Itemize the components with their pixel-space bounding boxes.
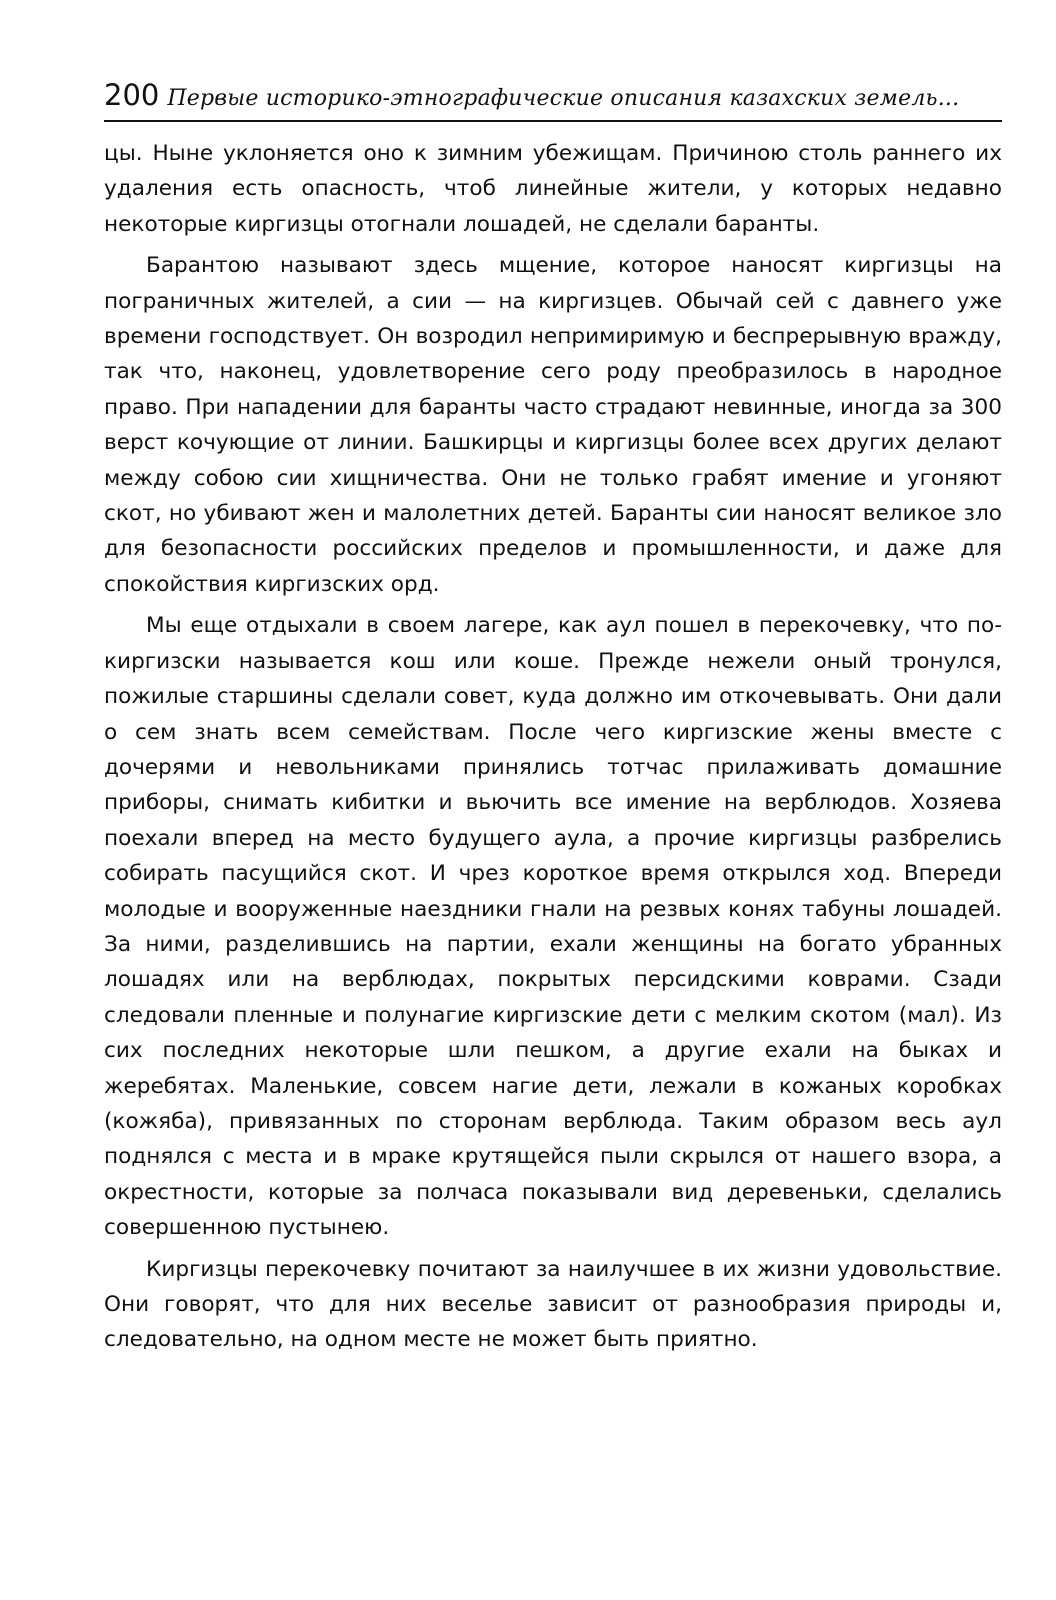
book-page	[104, 78, 1002, 1358]
body-text	[104, 136, 1002, 1358]
paragraph-pleasure: Киргизцы перекочевку почитают за наилучшее в их жизни удовольствие. Они говорят, что для них веселье зависит от разнообразия природы и, следовательно, на одном месте не может быть приятно.	[104, 1256, 1002, 1353]
paragraph-migration: Мы еще отдыхали в своем лагере, как аул пошел в перекочевку, что по-киргизски называется кош или коше. Прежде нежели оный тронулся, пожилые старшины сделали совет, куда должно им откочевывать. Они дали о сем знать всем семействам. После чего киргизские жены вместе с дочерями и невольниками принялись тотчас прилаживать домашние приборы, снимать кибитки и вьючить все имение на верблюдов. Хозяева поехали вперед на место будущего аула, а прочие киргизцы разбрелись собирать пасущийся скот. И чрез короткое время открылся ход. Впереди молодые и вооруженные наездники гнали на резвых конях табуны лошадей. За ними, разделившись на партии, ехали женщины на богато убранных лошадях или на верблюдах, покрытых персидскими коврами. Сзади следовали пленные и полунагие киргизские дети с мелким скотом (мал). Из сих последних некоторые шли пешком, а другие ехали на быках и жеребятах. Маленькие, совсем нагие дети, лежали в кожаных коробках (кожяба), привязанных по сторонам верблюда. Таким образом весь аул поднялся с места и в мраке крутящейся пыли скрылся от нашего взора, а окрестности, которые за полчаса показывали вид деревеньки, сделались совершенною пустынею.	[104, 613, 1002, 1241]
running-header	[104, 78, 1002, 122]
page-number: 200	[104, 78, 160, 112]
paragraph-continuation: цы. Ныне уклоняется оно к зимним убежищам. Причиною столь раннего их удаления есть опасность, чтоб линейные жители, у которых недавно некоторые киргизцы отогнали лошадей, не сделали баранты.	[104, 141, 1002, 237]
paragraph-baranta: Барантою называют здесь мщение, которое наносят киргизцы на пограничных жителей, а сии — на киргизцев. Обычай сей с давнего уже времени господствует. Он возродил непримиримую и беспрерывную вражду, так что, наконец, удовлетворение сего роду преобразилось в народное право. При нападении для баранты часто страдают невинные, иногда за 300 верст кочующие от линии. Башкирцы и киргизцы более всех других делают между собою сии хищничества. Они не только грабят имение и угоняют скот, но убивают жен и малолетних детей. Баранты сии наносят великое зло для безопасности российских пределов и промышленности, и даже для спокойствия киргизских орд.	[104, 253, 1002, 597]
running-title: Первые историко-этнографические описания казахских земель...	[167, 86, 960, 111]
